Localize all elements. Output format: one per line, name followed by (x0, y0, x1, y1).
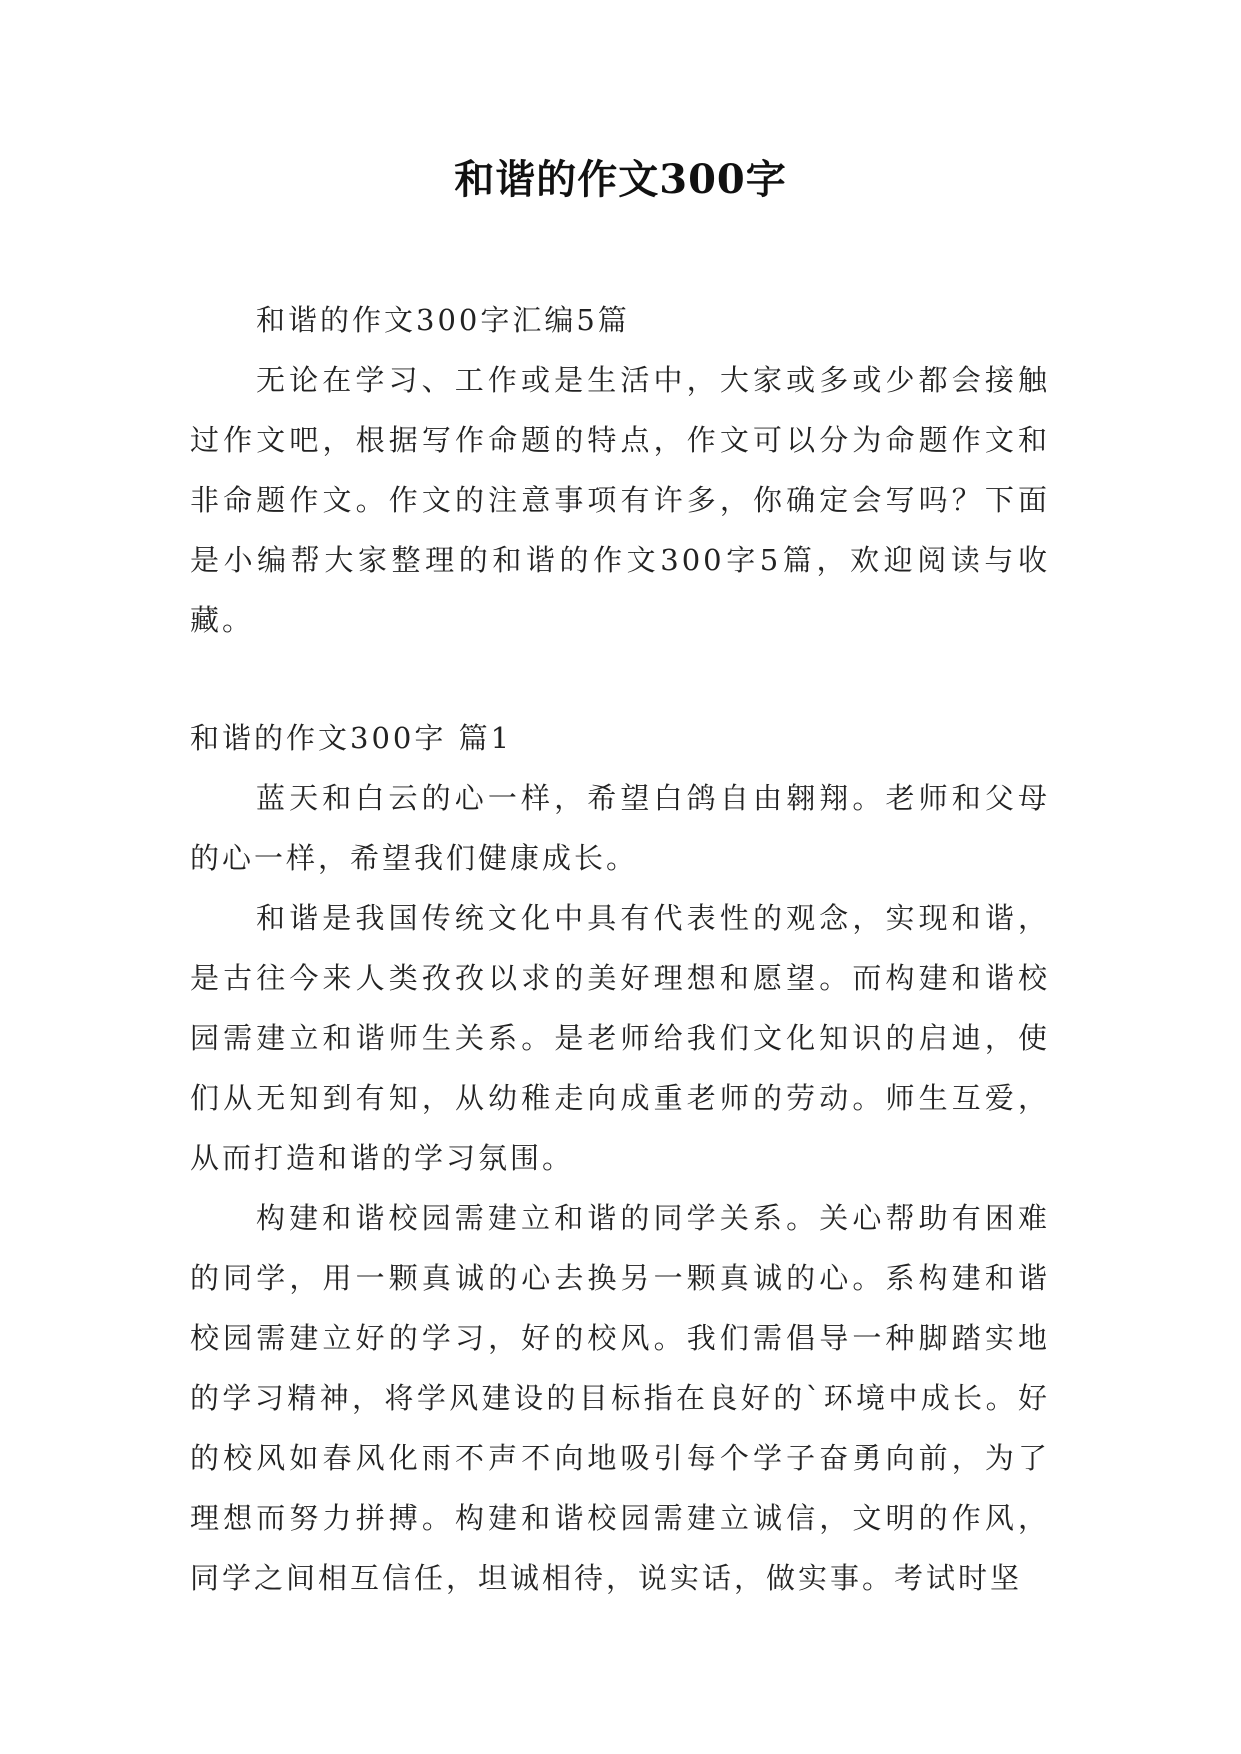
section-spacer (190, 650, 1050, 708)
section-heading: 和谐的作文300字 篇1 (190, 721, 513, 755)
intro-paragraph: 无论在学习、工作或是生活中，大家或多或少都会接触过作文吧，根据写作命题的特点，作文可以分为命题作文和非命题作文。作文的注意事项有许多，你确定会写吗？下面是小编帮大家整理的和谐的作文300字5篇，欢迎阅读与收藏。 (190, 363, 1050, 637)
body-paragraph-2: 和谐是我国传统文化中具有代表性的观念，实现和谐，是古往今来人类孜孜以求的美好理想和愿望。而构建和谐校园需建立和谐师生关系。是老师给我们文化知识的启迪，使们从无知到有知，从幼稚走向成重老师的劳动。师生互爱，从而打造和谐的学习氛围。 (190, 901, 1050, 1175)
document-body (190, 290, 1050, 1608)
body-paragraph-3: 构建和谐校园需建立和谐的同学关系。关心帮助有困难的同学，用一颗真诚的心去换另一颗真诚的心。系构建和谐校园需建立好的学习，好的校风。我们需倡导一种脚踏实地的学习精神，将学风建设的目标指在良好的`环境中成长。好的校风如春风化雨不声不向地吸引每个学子奋勇向前，为了理想而努力拼搏。构建和谐校园需建立诚信，文明的作风，同学之间相互信任，坦诚相待，说实话，做实事。考试时坚 (190, 1201, 1050, 1595)
subtitle: 和谐的作文300字汇编5篇 (256, 303, 630, 337)
page-title: 和谐的作文300字 (454, 156, 787, 203)
body-paragraph-1: 蓝天和白云的心一样，希望白鸽自由翱翔。老师和父母的心一样，希望我们健康成长。 (190, 781, 1050, 875)
